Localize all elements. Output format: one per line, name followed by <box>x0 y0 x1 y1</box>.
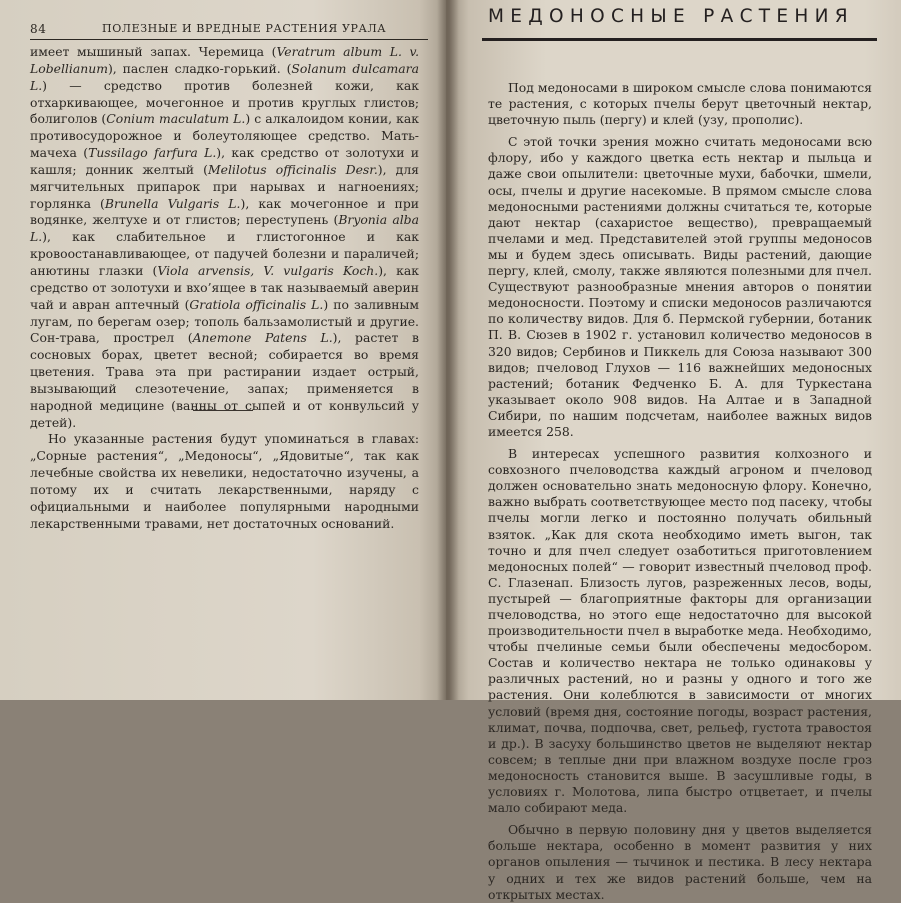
running-header <box>30 18 428 38</box>
text-run: ), для мягчительных припарок при нарывах и нагноениях; горлянка ( <box>30 161 420 211</box>
text-run: ) с алкалоидом конии, как противосудорожное и болеутоляющее средство. Мать-мачеха ( <box>30 111 419 161</box>
latin-species-name: Melilotus officinalis Desr. <box>207 161 378 177</box>
left-paragraph <box>30 44 419 431</box>
section-end-rule <box>193 410 253 411</box>
right-paragraph: Обычно в первую половину дня у цветов выделяется больше нектара, особенно в момент развития у них органов опыления — тычинок и пестика. В лесу нектара у одних и тех же видов растений больше, чем на открытых местах. <box>488 822 872 902</box>
text-run: ), паслен сладко-горький. ( <box>107 60 292 76</box>
latin-species-name: Solanum dulcamara L. <box>30 60 419 93</box>
text-run: ), как слабительное и глистогонное и как кровоостанавливающее, от падучей болезни и параличей; анютины глазки ( <box>30 229 419 278</box>
latin-species-name: Gratiola officinalis L. <box>189 296 324 312</box>
latin-species-name: Tussilago farfura L. <box>88 145 217 161</box>
header-rule <box>30 39 428 40</box>
left-paragraph <box>30 431 419 532</box>
latin-species-name: Brunella Vulgaris L. <box>104 195 241 211</box>
right-text-column <box>488 80 872 903</box>
text-run: ), как средство от золотухи и вхо’ящее в так называемый аверин чай и авран аптечный ( <box>30 262 420 312</box>
text-run: ) по заливным лугам, по берегам озер; тополь бальзамолистый и другие. Сон-трава, прострел ( <box>30 296 419 346</box>
right-paragraph: С этой точки зрения можно считать медоносами всю флору, ибо у каждого цветка есть нектар и пыльца и даже свои опылители: цветочные мухи, бабочки, шмели, осы, пчелы и другие насекомые. В прямом смысле слова медоносными растениями должны считаться те, которые дают нектар (сахаристое вещество), превращаемый пчелами и мед. Представителей этой группы медоносов мы и будем здесь описывать. Виды растений, дающие пергу, клей, смолу, также являются полезными для пчел. Существуют разнообразные мнения авторов о понятии медоносности. Поэтому и списки медоносов различаются по количеству видов. Для б. Пермской губернии, ботаник П. В. Сюзев в 1902 г. установил количество медоносов в 320 видов; Сербинов и Пиккель для Союза называют 300 видов; пчеловод Глухов — 116 важнейших медоносных растений; ботаник Федченко Б. А. для Туркестана указывает около 908 видов. На Алтае и в Западной Сибири, по нашим подсчетам, наиболее важных видов имеется 258. <box>488 134 872 439</box>
text-run: Но указанные растения будут упоминаться в главах: „Сорные растения“, „Медоносы“, „Ядовитые“, так как лечебные свойства их невелики, недостаточно изучены, а потому их и считать лекарственными, наряду с официальными и наиболее популярными народными лекарственными травами, нет достаточных оснований. <box>30 431 419 531</box>
section-title: МЕДОНОСНЫЕ РАСТЕНИЯ <box>488 6 854 27</box>
latin-species-name: Bryonia alba L. <box>30 212 419 245</box>
latin-species-name: Anemone Patens L. <box>192 330 333 346</box>
running-title: ПОЛЕЗНЫЕ И ВРЕДНЫЕ РАСТЕНИЯ УРАЛА <box>102 22 387 35</box>
right-paragraph: Под медоносами в широком смысле слова понимаются те растения, с которых пчелы берут цветочный нектар, цветочную пыль (пергу) и клей (узу, прополис). <box>488 80 872 128</box>
right-paragraph: В интересах успешного развития колхозного и совхозного пчеловодства каждый агроном и пчеловод должен основательно знать медоносную флору. Конечно, важно выбрать соответствующее место под пасеку, чтобы пчелы могли легко и постоянно получать обильный взяток. „Как для скота необходимо иметь выгон, так точно и для пчел следует озаботиться приготовлением медоносных полей“ — говорит известный пчеловод проф. С. Глазенап. Близость лугов, разреженных лесов, воды, пустырей — благоприятные факторы для организации пчеловодства, но этого еще недостаточно для высокой производительности пчел в выработке меда. Необходимо, чтобы пчелиные семьи были обеспечены медосбором. Состав и количество нектара не только одинаковы у различных растений, но и разны у одного и того же растения. Они колеблются в зависимости от многих условий (время дня, состояние погоды, возраст растения, климат, почва, подпочва, свет, рельеф, густота травостоя и др.). В засуху большинство цветов не выделяют нектар совсем; в теплые дни при влажном воздухе после гроз медоносность становится выше. В засушливые годы, в условиях г. Молотова, липа быстро отцветает, и пчелы мало собирают меда. <box>488 446 872 816</box>
latin-species-name: Conium maculatum L. <box>106 111 246 127</box>
left-page <box>0 0 446 700</box>
page-number: 84 <box>30 22 47 36</box>
text-run: ), как средство от золотухи и кашля; донник желтый ( <box>30 145 420 177</box>
latin-species-name: Veratrum album L. v. Lobellianum <box>30 44 420 76</box>
text-run: ), как мочегонное и при водянке, желтухе и от глистов; переступень ( <box>30 195 420 228</box>
text-run: ) — средство против болезней кожи, как отхаркивающее, мочегонное и против круглых глистов; болиголов ( <box>30 77 419 127</box>
text-run: ), растет в сосновых борах, цветет весной; собирается во время цветения. Трава эта при растирании издает острый, вызывающий слезотечение, запах; применяется в народной медицине (ванны от сыпей и от конвульсий у детей). <box>30 330 419 430</box>
section-title-rule <box>482 38 877 41</box>
book-gutter <box>437 0 459 700</box>
latin-species-name: Viola arvensis, V. vulgaris Koch. <box>157 262 379 278</box>
left-text-column <box>30 44 419 532</box>
text-run: имеет мышиный запах. Черемица ( <box>30 44 277 59</box>
